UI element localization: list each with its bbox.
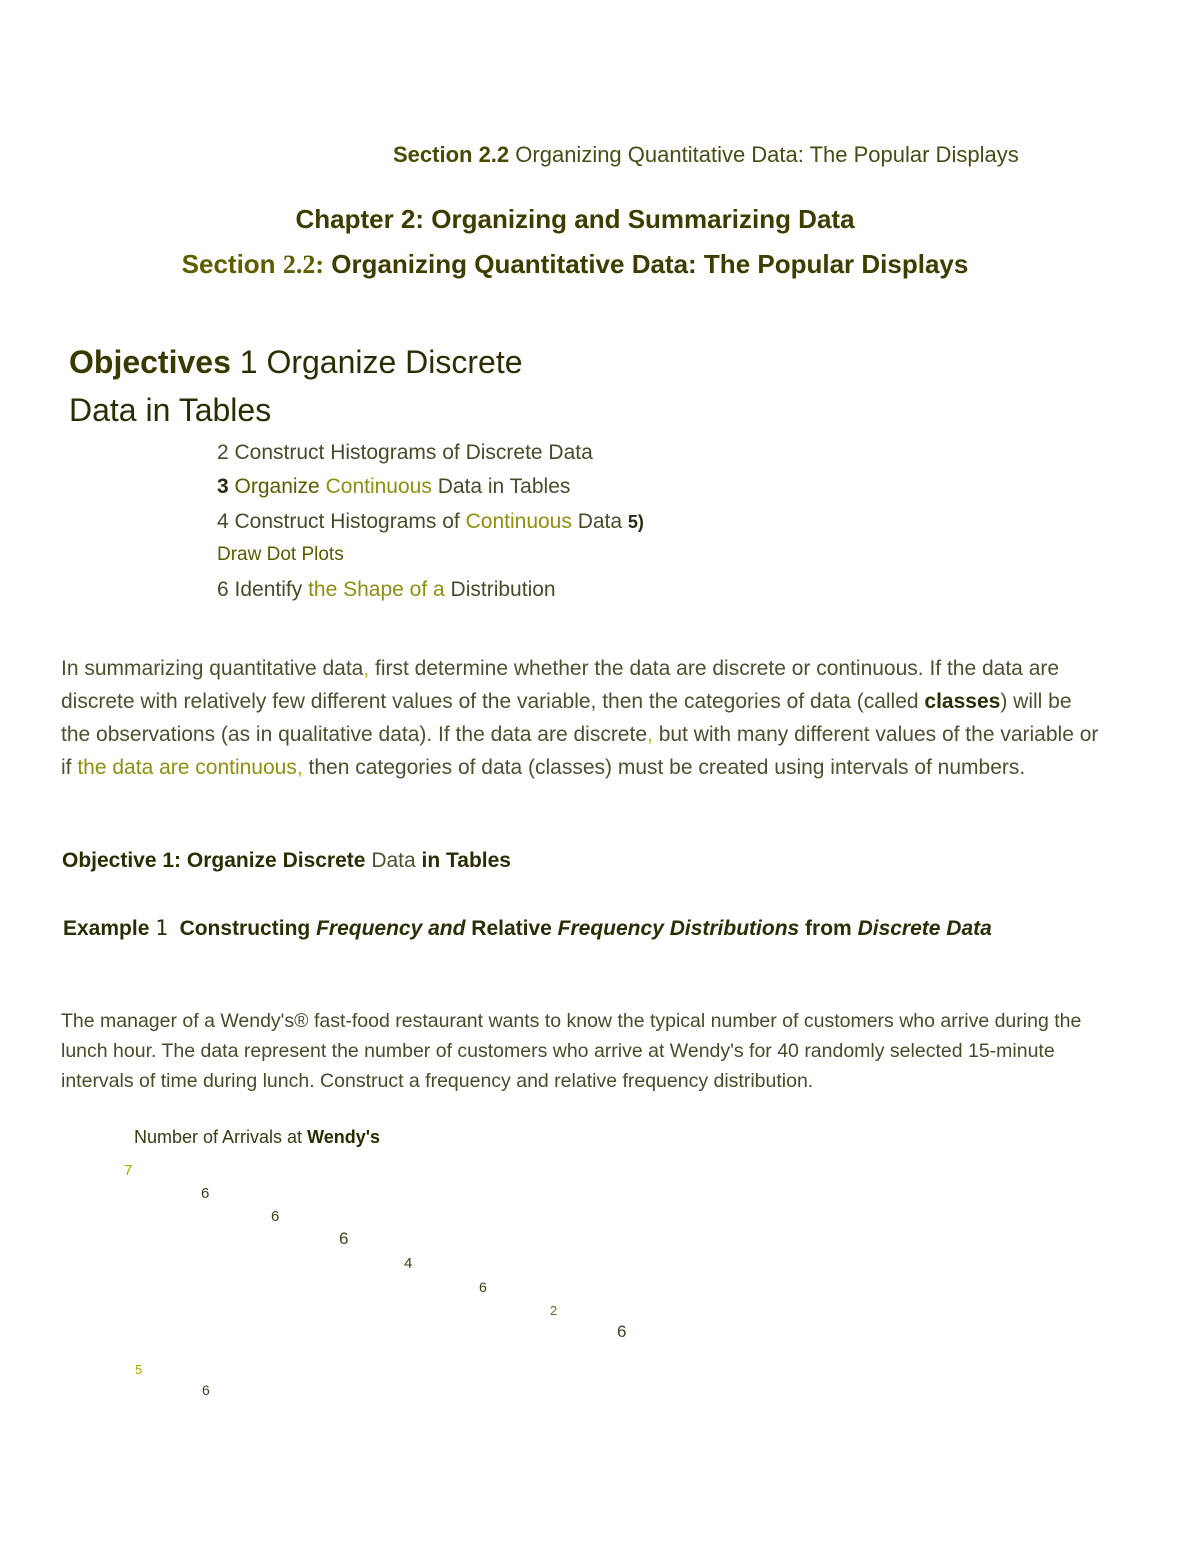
data-value: 5 (135, 1362, 143, 1377)
section-title-label: Section (181, 249, 276, 279)
objectives-line2: Data in Tables (69, 392, 272, 428)
objective-1-heading-b: Data (371, 849, 416, 872)
running-header-text: Organizing Quantitative Data: The Popular Displays (515, 142, 1019, 167)
data-caption-a: Number of Arrivals at (134, 1127, 303, 1147)
objective-3-c: Data in Tables (437, 475, 571, 498)
data-value: 6 (271, 1208, 280, 1225)
intro-p9: then categories of data (classes) must be created using intervals of numbers. (308, 756, 1026, 779)
objective-1-start: 1 Organize Discrete (239, 344, 523, 380)
objective-6-b: the Shape of a (308, 578, 445, 601)
objective-6-c: Distribution (450, 578, 556, 601)
intro-p1: In summarizing quantitative data (61, 657, 364, 680)
data-value: 6 (339, 1229, 349, 1248)
example-heading (63, 912, 1073, 945)
chapter-title: Chapter 2: Organizing and Summarizing Data (295, 204, 855, 234)
data-value: 2 (550, 1303, 558, 1318)
running-header (393, 142, 1019, 168)
intro-comma-1: , (363, 657, 375, 680)
objective-1-heading-c: in Tables (421, 849, 511, 872)
example-heading-f: from (805, 917, 852, 940)
data-caption-b: Wendy's (307, 1127, 381, 1147)
example-label: Example (63, 917, 150, 940)
intro-comma-3: , (296, 756, 309, 779)
objectives-line1 (69, 344, 523, 381)
objective-4-a: 4 Construct Histograms of (217, 510, 460, 533)
objective-5-number: 5) (627, 512, 644, 532)
example-heading-d: Relative (471, 917, 552, 940)
intro-paragraph (61, 652, 1101, 784)
example-heading-b: Constructing (179, 917, 311, 940)
objective-6 (217, 578, 556, 602)
objective-5: Draw Dot Plots (217, 544, 344, 565)
data-caption (134, 1127, 380, 1148)
running-header-label: Section 2.2 (393, 142, 510, 167)
objectives-label: Objectives (69, 344, 231, 380)
data-value: 4 (404, 1255, 413, 1272)
section-title-text: Organizing Quantitative Data: The Popular Displays (331, 249, 969, 279)
objective-4-b: Continuous (465, 510, 572, 533)
objective-2: 2 Construct Histograms of Discrete Data (217, 441, 593, 464)
objective-3-number: 3 (217, 475, 229, 498)
objective-3-a: Organize (234, 475, 320, 498)
intro-p4: ) will be the observations (as in qualitative data). If the data are discrete (61, 690, 1072, 746)
section-title (0, 249, 1150, 280)
example-heading-g: Discrete Data (857, 917, 992, 940)
data-value: 6 (201, 1185, 210, 1202)
objective-4 (217, 510, 644, 534)
objective-1-heading (62, 849, 511, 873)
section-title-number: 2.2: (282, 250, 324, 279)
intro-comma-2: , (647, 723, 659, 746)
intro-bold-classes: classes (924, 690, 1001, 713)
data-value: 7 (124, 1162, 133, 1179)
objective-1-heading-a: Objective 1: Organize Discrete (62, 849, 366, 872)
intro-p6: but with many different values of the variable or if (61, 723, 1099, 779)
data-value: 6 (479, 1279, 487, 1295)
objective-6-a: 6 Identify (217, 578, 303, 601)
intro-p7: the data are continuous (77, 756, 297, 779)
example-heading-c: Frequency and (316, 917, 466, 940)
intro-p3: first determine whether the data are discrete or continuous. If the data are discrete with relatively few different values of the variable, then the categories of data (called (61, 657, 1060, 713)
example-heading-e: Frequency Distributions (557, 917, 800, 940)
data-value: 6 (202, 1382, 210, 1398)
example-number: 1 (155, 916, 168, 940)
problem-paragraph: The manager of a Wendy's® fast-food restaurant wants to know the typical number of customers who arrive during the lunch hour. The data represent the number of customers who arrive at Wendy's for 40 randomly selected 15-minute intervals of time during lunch. Construct a frequency and relative frequency distribution. (61, 1010, 1082, 1092)
objective-4-c: Data (577, 510, 623, 533)
objective-3 (217, 475, 570, 499)
data-value: 6 (617, 1322, 627, 1341)
objective-3-b: Continuous (325, 475, 432, 498)
